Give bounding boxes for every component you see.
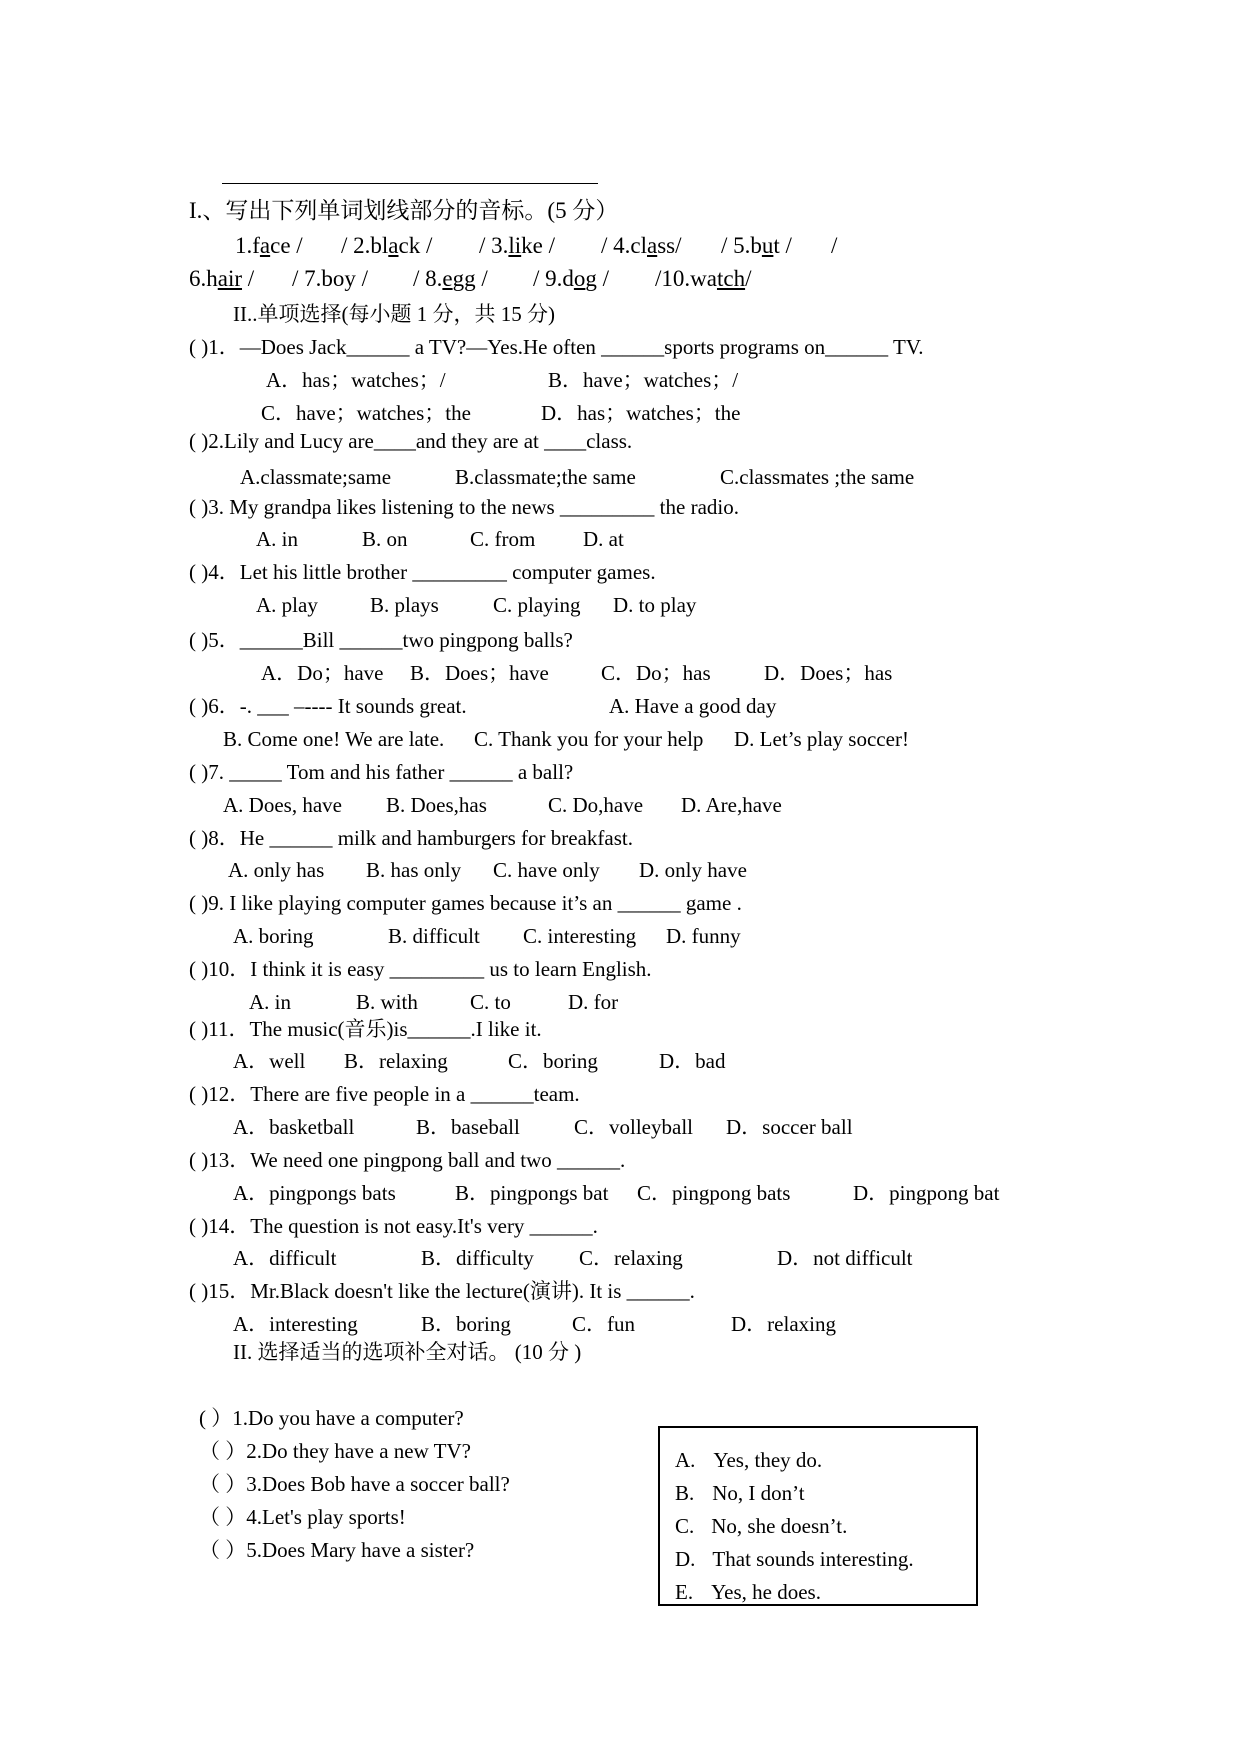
option: D．pingpong bat — [853, 1181, 1000, 1205]
phonetic-item: 6.hair / — [189, 266, 255, 291]
option: C．Do；has — [601, 661, 711, 685]
answer-option: B. No, I don’t — [675, 1481, 805, 1505]
option: C．boring — [508, 1049, 598, 1073]
option: D．Does；has — [764, 661, 893, 685]
option: B. Does,has — [386, 793, 487, 817]
phonetic-item: / 5.but / — [721, 233, 792, 258]
option: D．bad — [659, 1049, 726, 1073]
question-stem: ( )14．The question is not easy.It's very ______. — [189, 1214, 598, 1238]
dialogue-question: ( ）1.Do you have a computer? — [199, 1406, 464, 1430]
option: C. Thank you for your help — [474, 727, 704, 751]
option: A．difficult — [233, 1246, 337, 1270]
option: D. Let’s play soccer! — [734, 727, 909, 751]
option: B.classmate;the same — [455, 465, 636, 489]
phonetic-item: / 8.egg / — [413, 266, 488, 291]
option: A. Does, have — [223, 793, 342, 817]
question-stem: ( )2.Lily and Lucy are____and they are at ____class. — [189, 429, 633, 453]
option: A．interesting — [233, 1312, 358, 1336]
option: D. to play — [613, 593, 697, 617]
option: C. playing — [493, 593, 581, 617]
option: B．pingpongs bat — [455, 1181, 609, 1205]
option: C. have only — [493, 858, 600, 882]
option: C. interesting — [523, 924, 637, 948]
option: B．relaxing — [344, 1049, 448, 1073]
question-stem: ( )9. I like playing computer games because it’s an ______ game . — [189, 891, 742, 915]
phonetic-item: / 2.black / — [341, 233, 433, 258]
question-stem: ( )8．He ______ milk and hamburgers for breakfast. — [189, 826, 633, 850]
option: A. Have a good day — [609, 694, 777, 718]
dialogue-question: （ ）3.Does Bob have a soccer ball? — [199, 1472, 510, 1496]
section3-title: II. 选择适当的选项补全对话。 (10 分 ) — [233, 1340, 582, 1364]
section2-title: II..单项选择(每小题 1 分，共 15 分) — [233, 302, 555, 326]
question-stem: ( )7. _____ Tom and his father ______ a ball? — [189, 760, 574, 784]
option: B. with — [356, 990, 418, 1014]
option: B. plays — [370, 593, 439, 617]
option: B．Does；have — [410, 661, 549, 685]
option: A. boring — [233, 924, 314, 948]
phonetic-item: / 7.boy / — [292, 266, 369, 291]
option: D．soccer ball — [726, 1115, 853, 1139]
option: C. to — [470, 990, 511, 1014]
option: A．has；watches；/ — [266, 368, 446, 392]
option: A．pingpongs bats — [233, 1181, 396, 1205]
option: B．have；watches；/ — [548, 368, 739, 392]
phonetic-item: / 9.dog / — [533, 266, 610, 291]
phonetic-item: / — [831, 233, 838, 258]
option: A. in — [256, 527, 298, 551]
answer-option: D. That sounds interesting. — [675, 1547, 914, 1571]
option: C.classmates ;the same — [720, 465, 915, 489]
option: D. funny — [666, 924, 741, 948]
option: D. at — [583, 527, 624, 551]
option: A．Do；have — [261, 661, 384, 685]
phonetic-item: / 4.class/ — [601, 233, 682, 258]
section1-title: I.、写出下列单词划线部分的音标。(5 分） — [189, 198, 619, 223]
option: A．well — [233, 1049, 306, 1073]
option: B．difficulty — [421, 1246, 534, 1270]
dialogue-question: （ ）2.Do they have a new TV? — [199, 1439, 471, 1463]
option: D．has；watches；the — [541, 401, 741, 425]
option: C．relaxing — [579, 1246, 683, 1270]
option: A. only has — [228, 858, 325, 882]
option: D. Are,have — [681, 793, 782, 817]
question-stem: ( )5．______Bill ______two pingpong balls? — [189, 628, 573, 652]
question-stem: ( )3. My grandpa likes listening to the news _________ the radio. — [189, 495, 739, 519]
option: B. Come one! We are late. — [223, 727, 445, 751]
question-stem: ( )6．-. ___ –---- It sounds great. — [189, 694, 467, 718]
question-stem: ( )12．There are five people in a ______team. — [189, 1082, 580, 1106]
option: B. difficult — [388, 924, 480, 948]
option: C．have；watches；the — [261, 401, 471, 425]
option: D．relaxing — [731, 1312, 836, 1336]
answer-options-box — [658, 1426, 978, 1606]
option: D. for — [568, 990, 619, 1014]
option: D．not difficult — [777, 1246, 913, 1270]
option: B. on — [362, 527, 408, 551]
question-stem: ( )10．I think it is easy _________ us to learn English. — [189, 957, 652, 981]
option: D. only have — [639, 858, 747, 882]
option: A．basketball — [233, 1115, 355, 1139]
option: C. Do,have — [548, 793, 644, 817]
phonetic-item: / 3.like / — [479, 233, 556, 258]
dialogue-question: （ ）5.Does Mary have a sister? — [199, 1538, 475, 1562]
option: A.classmate;same — [240, 465, 392, 489]
question-stem: ( )11．The music(音乐)is______.I like it. — [189, 1017, 542, 1041]
option: C. from — [470, 527, 536, 551]
answer-option: A. Yes, they do. — [675, 1448, 823, 1472]
answer-option: C. No, she doesn’t. — [675, 1514, 848, 1538]
option: C．fun — [572, 1312, 635, 1336]
option: A. play — [256, 593, 318, 617]
option: B. has only — [366, 858, 462, 882]
option: B．boring — [421, 1312, 511, 1336]
question-stem: ( )4．Let his little brother _________ computer games. — [189, 560, 656, 584]
dialogue-question: （ ）4.Let's play sports! — [199, 1505, 406, 1529]
top-blank-line — [222, 183, 598, 184]
phonetic-item: 1.face / — [235, 233, 303, 258]
question-stem: ( )13．We need one pingpong ball and two ______. — [189, 1148, 626, 1172]
answer-option: E. Yes, he does. — [675, 1580, 821, 1604]
option: C．volleyball — [574, 1115, 693, 1139]
question-stem: ( )1．—Does Jack______ a TV?—Yes.He often ______sports programs on______ TV. — [189, 335, 924, 359]
option: B．baseball — [416, 1115, 520, 1139]
option: C．pingpong bats — [637, 1181, 791, 1205]
option: A. in — [249, 990, 291, 1014]
phonetic-item: /10.watch/ — [655, 266, 752, 291]
question-stem: ( )15．Mr.Black doesn't like the lecture(演讲). It is ______. — [189, 1279, 695, 1303]
